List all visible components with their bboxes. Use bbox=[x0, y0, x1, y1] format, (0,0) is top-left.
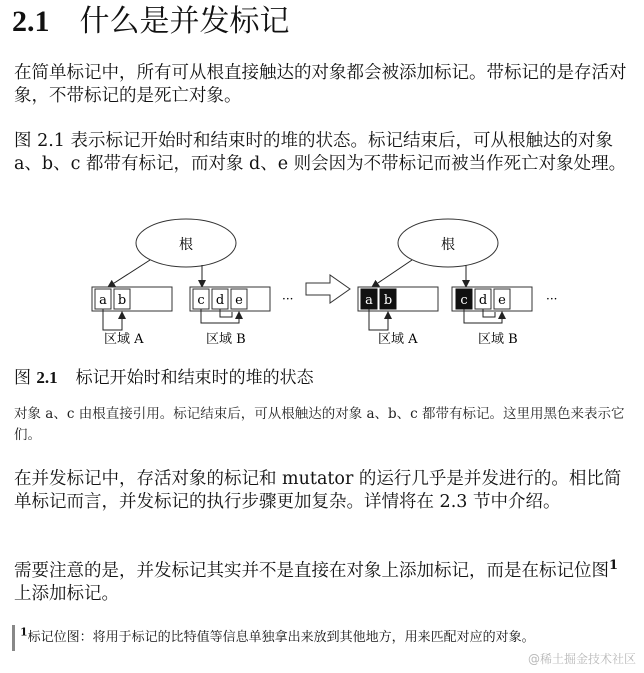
ellipsis: ··· bbox=[282, 292, 294, 306]
caption-number: 2.1 bbox=[36, 368, 58, 387]
region-b-label: 区域 B bbox=[206, 332, 246, 347]
paragraph-3: 在并发标记中，存活对象的标记和 mutator 的运行几乎是并发进行的。相比简单标记而言，并发标记的执行步骤更加复杂。详情将在 2.3 节中介绍。 bbox=[14, 469, 622, 512]
region-a-label: 区域 A bbox=[378, 332, 418, 347]
section-title: 什么是并发标记 bbox=[79, 4, 290, 39]
object-a-label: a bbox=[365, 293, 373, 308]
object-e-label: e bbox=[498, 293, 506, 308]
root-ref-arrow-a bbox=[108, 260, 150, 287]
paragraph-4-tail: 上添加标记。 bbox=[14, 584, 119, 604]
heap-before-marking bbox=[92, 219, 293, 347]
footnote-ref[interactable]: 1 bbox=[609, 558, 619, 574]
object-b-label: b bbox=[383, 293, 393, 308]
footnote-text: 标记位图：将用于标记的比特值等信息单独拿出来放到其他地方，用来匹配对应的对象。 bbox=[27, 630, 535, 645]
region-a-label: 区域 A bbox=[104, 332, 144, 347]
watermark: @稀土掘金技术社区 bbox=[527, 652, 636, 666]
object-d-label: d bbox=[215, 293, 225, 308]
footnote-divider bbox=[12, 625, 15, 651]
section-heading bbox=[12, 2, 290, 42]
figure-note: 对象 a、c 由根直接引用。标记结束后，可从根触达的对象 a、b、c 都带有标记。这里用黑色来表示它们。 bbox=[14, 406, 625, 443]
section-number: 2.1 bbox=[12, 5, 50, 38]
root-label: 根 bbox=[441, 237, 455, 253]
caption-text: 标记开始时和结束时的堆的状态 bbox=[75, 368, 314, 388]
object-a-label: a bbox=[99, 293, 107, 308]
footnote bbox=[20, 625, 535, 648]
ref-arrow-a-to-b bbox=[369, 309, 388, 330]
paragraph-1: 在简单标记中，所有可从根直接触达的对象都会被添加标记。带标记的是存活对象，不带标记的是死亡对象。 bbox=[14, 63, 627, 106]
object-b-label: b bbox=[117, 293, 127, 308]
region-b-label: 区域 B bbox=[478, 332, 518, 347]
footnote-mark: 1 bbox=[20, 625, 28, 639]
caption-prefix: 图 bbox=[14, 368, 31, 388]
ref-arrow-a-to-b bbox=[103, 309, 122, 330]
paragraph-4-text: 需要注意的是，并发标记其实并不是直接在对象上添加标记，而是在标记位图 bbox=[14, 561, 609, 581]
paragraph-4 bbox=[14, 560, 634, 606]
paragraph-2: 图 2.1 表示标记开始时和结束时的堆的状态。标记结束后，可从根触达的对象 a、b、c 都带有标记，而对象 d、e 则会因为不带标记而被当作死亡对象处理。 bbox=[14, 131, 627, 174]
root-label: 根 bbox=[179, 237, 193, 253]
heap-after-marking bbox=[358, 219, 557, 347]
heap-state-figure bbox=[0, 205, 644, 355]
ellipsis: ··· bbox=[546, 292, 558, 306]
object-e-label: e bbox=[235, 293, 243, 308]
object-c-label: c bbox=[460, 293, 468, 308]
object-c-label: c bbox=[197, 293, 205, 308]
object-d-label: d bbox=[478, 293, 488, 308]
root-ref-arrow-a bbox=[372, 260, 412, 287]
figure-caption bbox=[14, 366, 314, 390]
transition-arrow bbox=[306, 275, 350, 303]
